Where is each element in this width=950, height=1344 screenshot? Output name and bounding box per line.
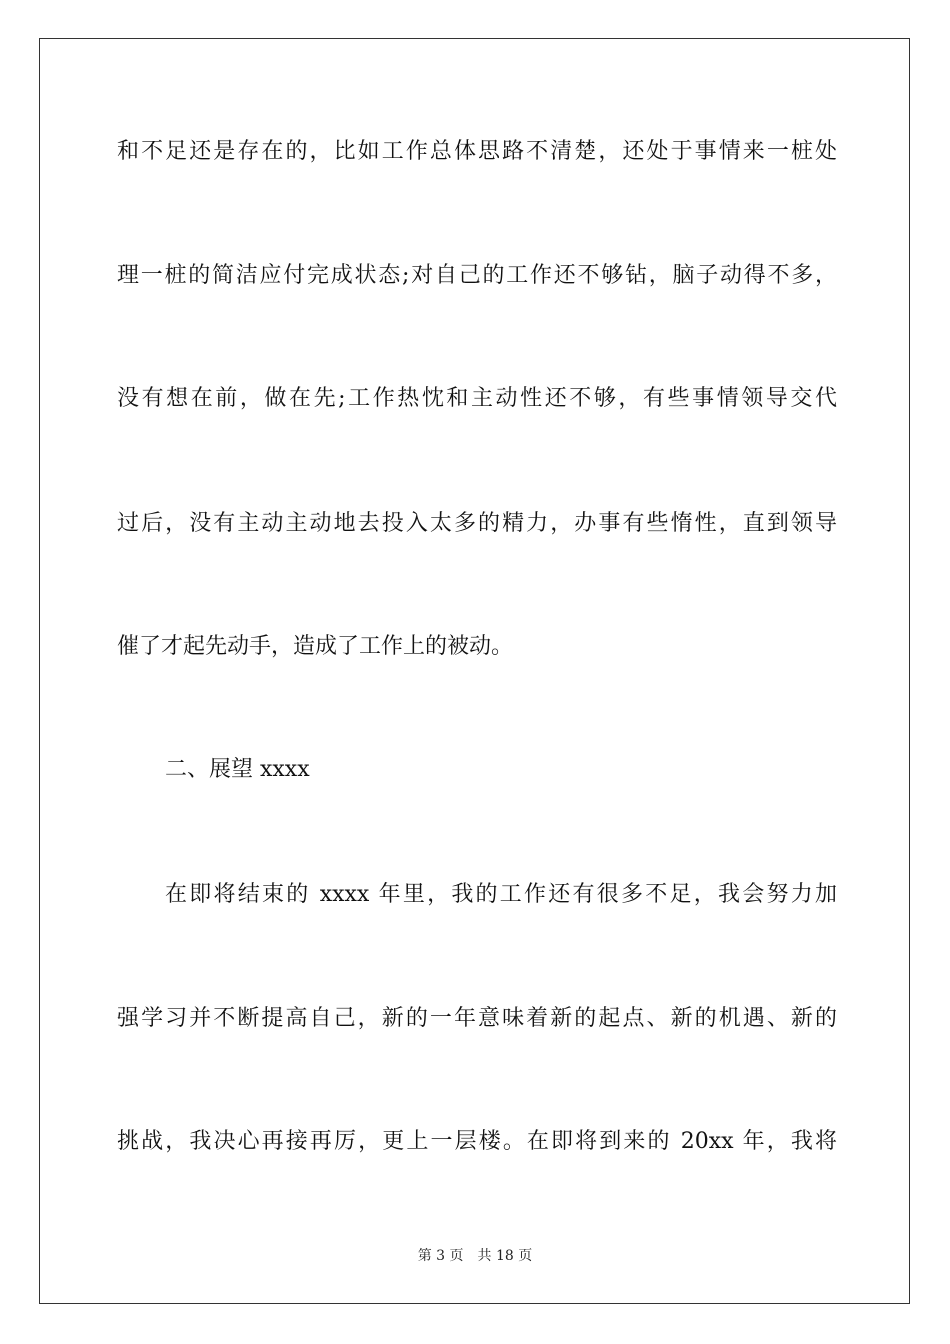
body-text-line-3: 没有想在前，做在先;工作热忱和主动性还不够，有些事情领导交代: [117, 386, 837, 411]
body-text-line-4: 过后，没有主动主动地去投入太多的精力，办事有些惰性，直到领导: [117, 511, 837, 536]
page-number: 第 3 页: [417, 1248, 464, 1264]
body-text-line-7: 强学习并不断提高自己，新的一年意味着新的起点、新的机遇、新的: [117, 1006, 837, 1031]
section-heading: 二、展望 xxxx: [165, 757, 310, 782]
body-text-line-5: 催了才起先动手，造成了工作上的被动。: [117, 634, 514, 659]
body-text-line-1: 和不足还是存在的，比如工作总体思路不清楚，还处于事情来一桩处: [117, 139, 837, 164]
body-text-line-8: 挑战，我决心再接再厉，更上一层楼。在即将到来的 20xx 年，我将: [117, 1129, 837, 1154]
page-border: [39, 38, 910, 1304]
body-text-line-2: 理一桩的简洁应付完成状态;对自己的工作还不够钻，脑子动得不多，: [117, 263, 837, 288]
page-footer: [0, 1247, 950, 1265]
total-pages: 共 18 页: [477, 1248, 533, 1264]
body-text-line-6: 在即将结束的 xxxx 年里，我的工作还有很多不足，我会努力加: [165, 882, 837, 907]
